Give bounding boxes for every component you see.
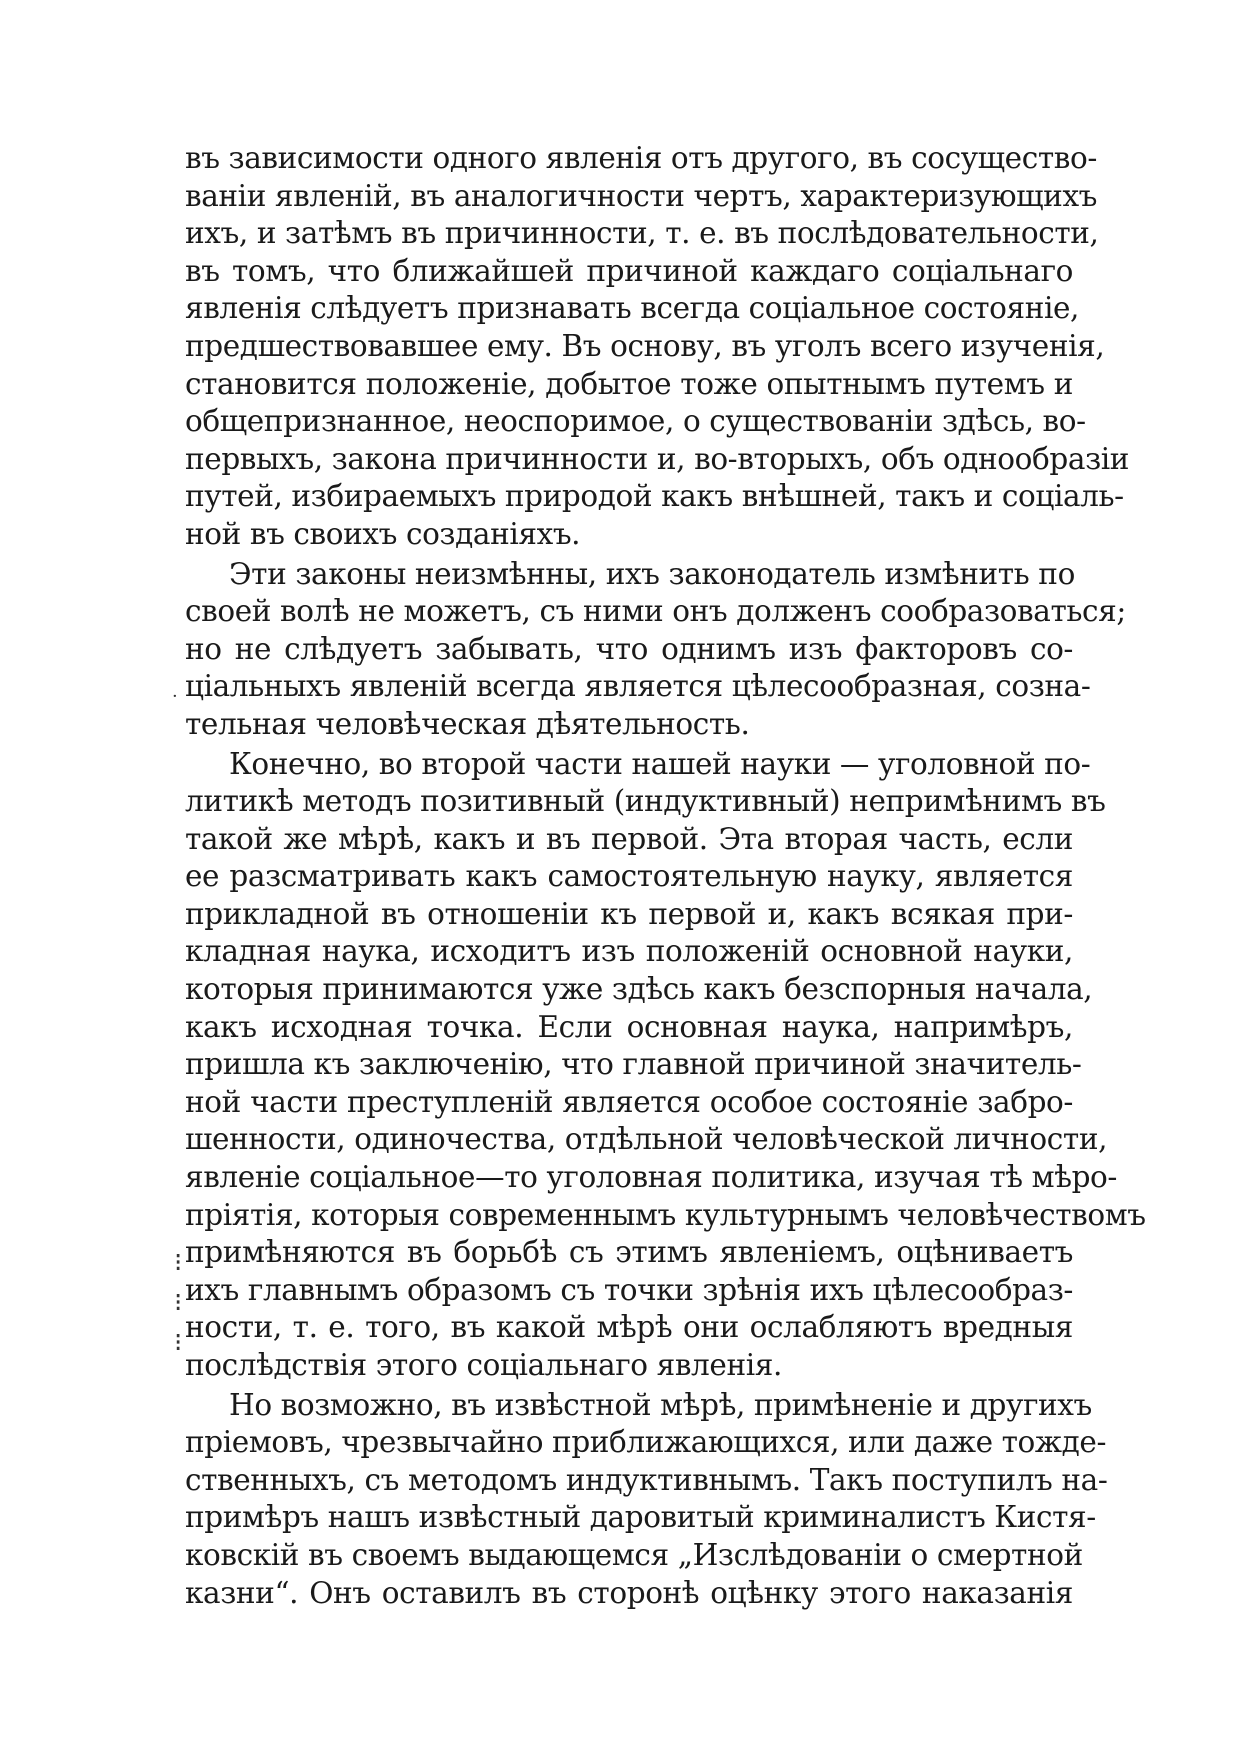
- text-line: какъ исходная точка. Если основная наука, напримѣръ,: [185, 1009, 1073, 1044]
- text-line: общепризнанное, неоспоримое, о существованіи здѣсь, во-: [185, 404, 1086, 439]
- text-line: путей, избираемыхъ природой какъ внѣшней, такъ и соціаль-: [185, 479, 1124, 514]
- text-line: кладная наука, исходитъ изъ положеній основной науки,: [185, 934, 1073, 969]
- text-line: ной въ своихъ созданіяхъ.: [185, 516, 581, 551]
- paragraph-1: [185, 140, 1130, 554]
- text-line: явленія слѣдуетъ признавать всегда соціальное состояніе,: [185, 291, 1080, 326]
- text-line: литикѣ методъ позитивный (индуктивный) непримѣнимъ въ: [185, 784, 1106, 819]
- text-line: предшествовавшее ему. Въ основу, въ уголъ всего изученія,: [185, 328, 1105, 363]
- text-line: шенности, одиночества, отдѣльной человѣческой личности,: [185, 1122, 1108, 1157]
- margin-mark-icon: ⁝: [174, 1328, 183, 1358]
- body-text: [185, 140, 1146, 1612]
- text-line: послѣдствія этого соціальнаго явленія.: [185, 1348, 782, 1382]
- text-line: становится положеніе, добытое тоже опытнымъ путемъ и: [185, 366, 1073, 401]
- text-line: такой же мѣрѣ, какъ и въ первой. Эта вторая часть, если: [185, 821, 1073, 856]
- text-line: ихъ главнымъ образомъ съ точки зрѣнія ихъ цѣлесообраз-: [185, 1272, 1073, 1307]
- margin-mark-icon: ⁝: [174, 1288, 183, 1318]
- text-line: Но возможно, въ извѣстной мѣрѣ, примѣненіе и другихъ: [229, 1387, 1092, 1422]
- text-line: ности, т. е. того, въ какой мѣрѣ они ослабляютъ вредныя: [185, 1310, 1073, 1345]
- text-line: прикладной въ отношеніи къ первой и, какъ всякая при-: [185, 896, 1073, 931]
- text-line: пріятія, которыя современнымъ культурнымъ человѣчествомъ: [185, 1197, 1146, 1232]
- text-line: которыя принимаются уже здѣсь какъ безспорныя начала,: [185, 972, 1093, 1007]
- text-line: ее разсматривать какъ самостоятельную науку, является: [185, 859, 1073, 894]
- text-line: въ томъ, что ближайшей причиной каждаго соціальнаго: [185, 253, 1073, 288]
- text-line: казни“. Онъ оставилъ въ сторонѣ оцѣнку этого наказанія: [185, 1575, 1073, 1610]
- text-line: примѣняются въ борьбѣ съ этимъ явленіемъ, оцѣниваетъ: [185, 1235, 1073, 1270]
- text-line: ной части преступленій является особое состояніе забро-: [185, 1084, 1073, 1119]
- text-line: явленіе соціальное—то уголовная политика, изучая тѣ мѣро-: [185, 1160, 1117, 1195]
- text-line: своей волѣ не можетъ, съ ними онъ долженъ сообразоваться;: [185, 594, 1126, 629]
- margin-mark-icon: ·: [172, 686, 178, 707]
- text-line: Эти законы неизмѣнны, ихъ законодатель измѣнить по: [229, 556, 1075, 591]
- text-line: ваніи явленій, въ аналогичности чертъ, характеризующихъ: [185, 178, 1098, 213]
- text-line: ціальныхъ явленій всегда является цѣлесообразная, созна-: [185, 669, 1091, 704]
- text-line: въ зависимости одного явленія отъ другого, въ сосущество-: [185, 141, 1097, 175]
- paragraph-3: [185, 746, 1146, 1385]
- margin-mark-icon: ⁝: [174, 1248, 183, 1278]
- text-line: Конечно, во второй части нашей науки — уголовной по-: [229, 746, 1091, 781]
- text-line: пришла къ заключенію, что главной причиной значитель-: [185, 1047, 1082, 1082]
- paragraph-4: [185, 1387, 1108, 1613]
- text-line: первыхъ, закона причинности и, во-вторыхъ, объ однообразіи: [185, 441, 1130, 476]
- text-line: пріемовъ, чрезвычайно приближающихся, или даже тожде-: [185, 1425, 1107, 1460]
- paragraph-2: [185, 556, 1126, 744]
- text-line: ихъ, и затѣмъ въ причинности, т. е. въ послѣдовательности,: [185, 216, 1099, 251]
- text-line: но не слѣдуетъ забывать, что однимъ изъ факторовъ со-: [185, 631, 1073, 666]
- text-line: ковскій въ своемъ выдающемся „Изслѣдованіи о смертной: [185, 1537, 1083, 1572]
- text-line: примѣръ нашъ извѣстный даровитый криминалистъ Кистя-: [185, 1500, 1096, 1535]
- text-line: тельная человѣческая дѣятельность.: [185, 706, 750, 741]
- text-line: ственныхъ, съ методомъ индуктивнымъ. Такъ поступилъ на-: [185, 1462, 1108, 1497]
